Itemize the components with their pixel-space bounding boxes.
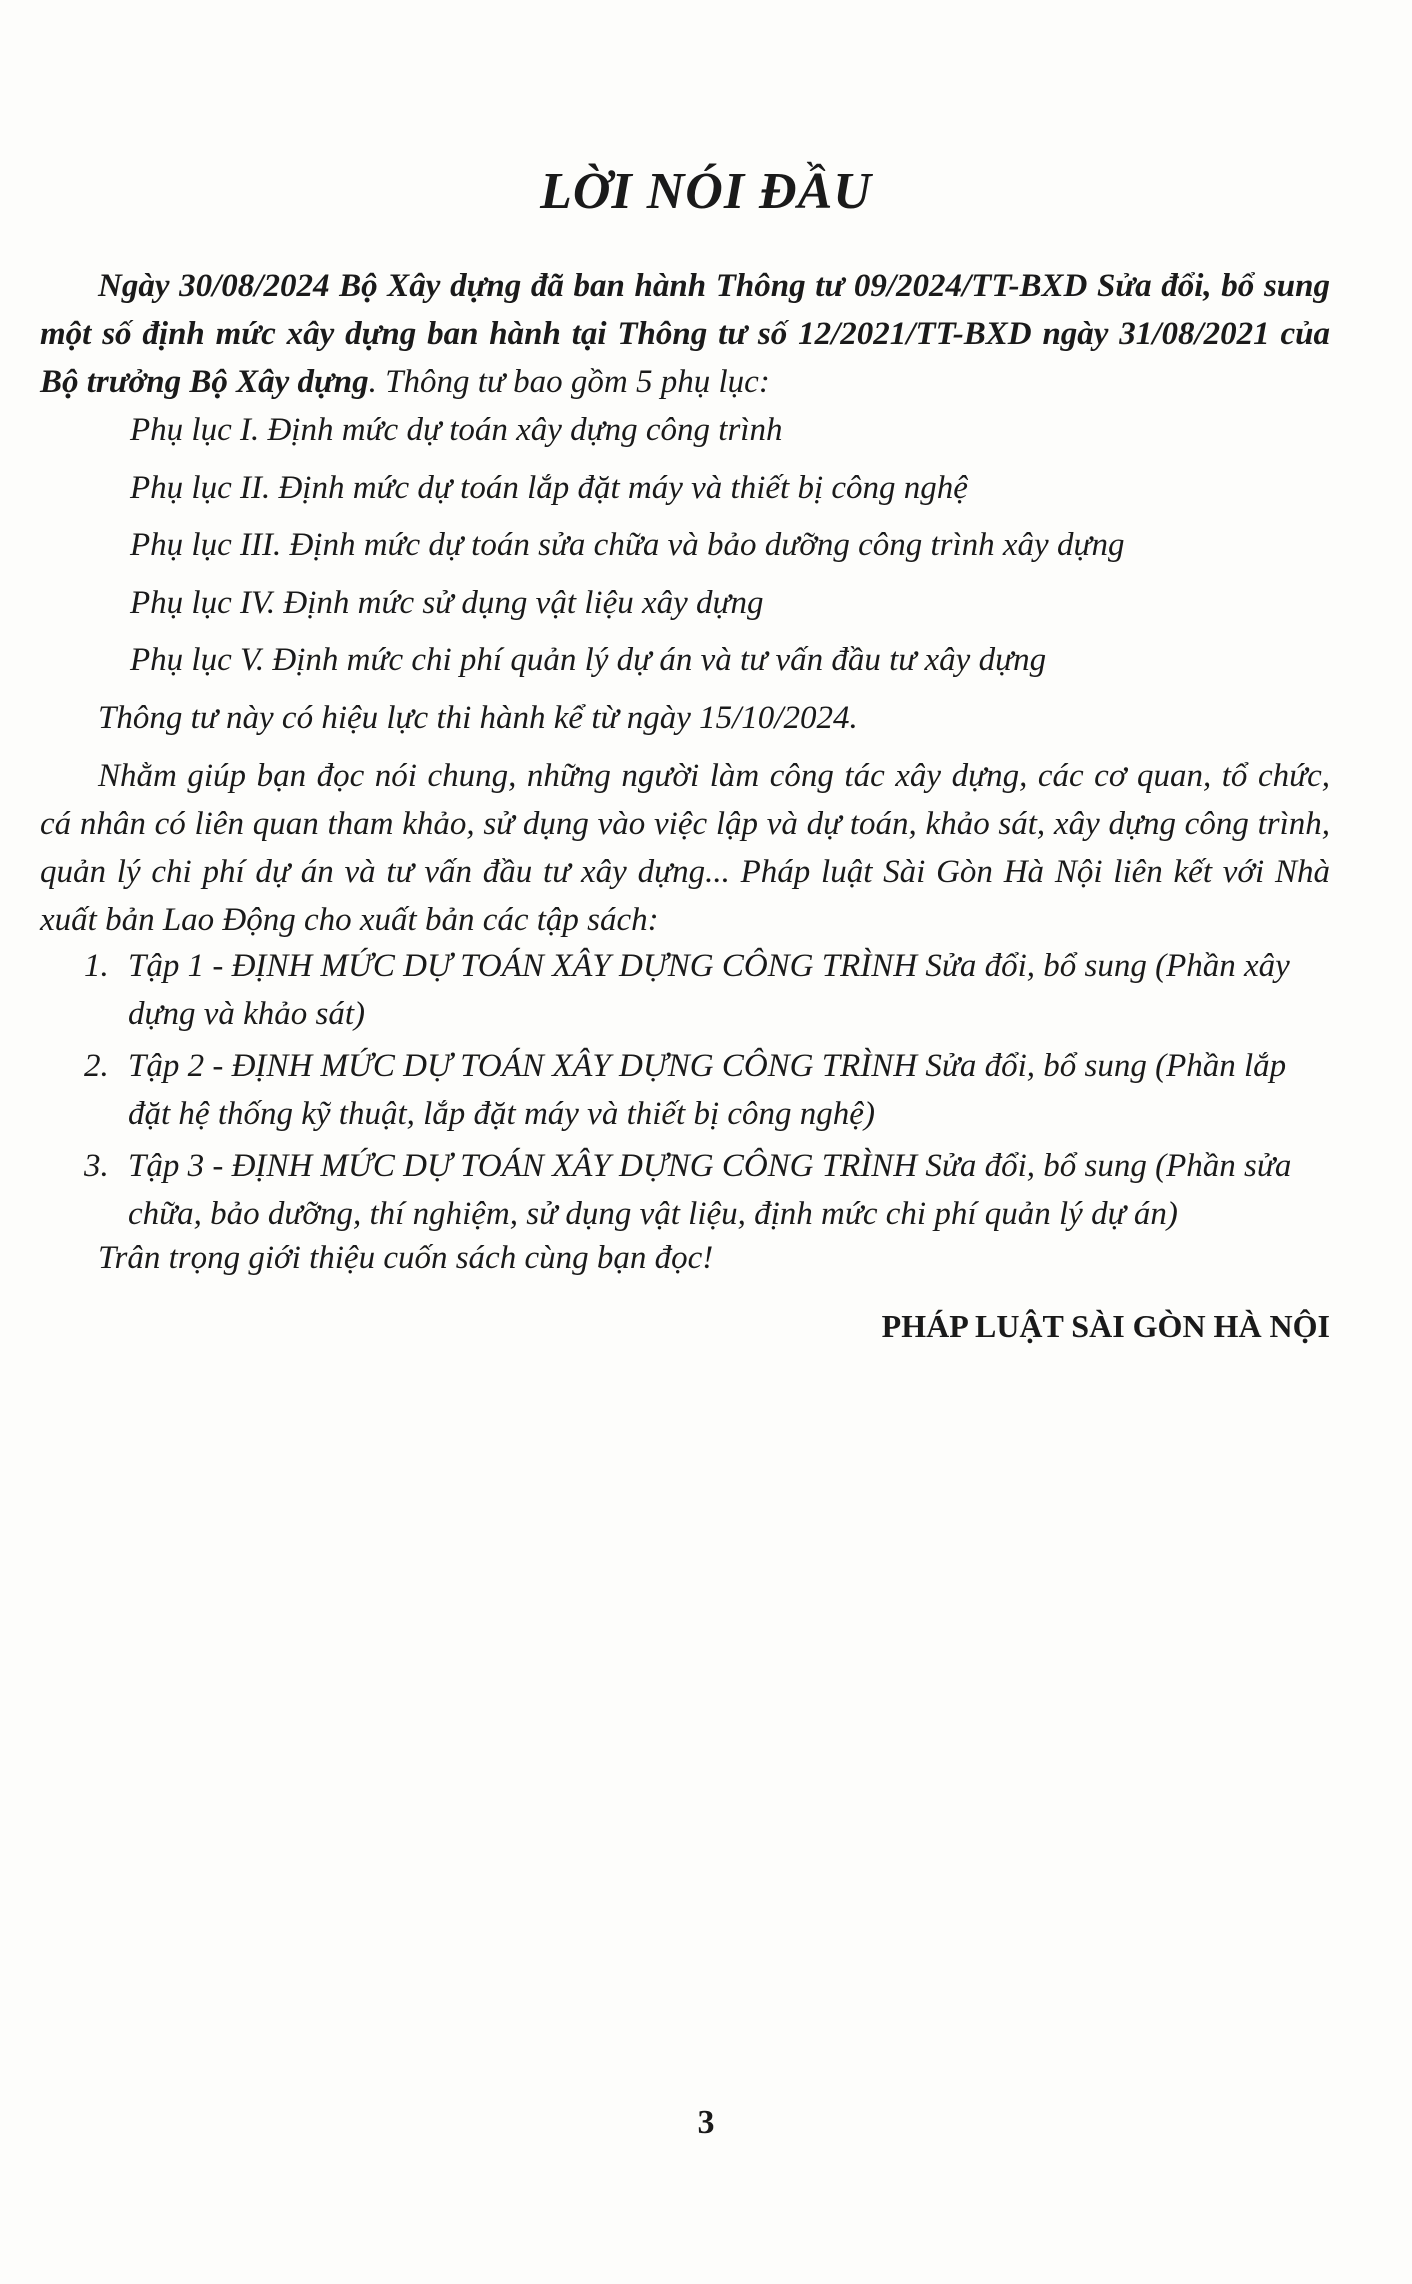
appendix-item: Phụ lục III. Định mức dự toán sửa chữa và bảo dưỡng công trình xây dựng xyxy=(130,527,1125,563)
purpose-paragraph: Nhằm giúp bạn đọc nói chung, những người làm công tác xây dựng, các cơ quan, tổ chức, cá nhân có liên quan tham khảo, sử dụng vào việc lập và dự toán, khảo sát, xây dựng công trình, quản lý chi phí dự án và tư vấn đầu tư xây dựng... Pháp luật Sài Gòn Hà Nội liên kết với Nhà xuất bản Lao Động cho xuất bản các tập sách: xyxy=(40,758,1330,938)
volume-item xyxy=(84,1042,1334,1138)
volume-item xyxy=(84,942,1334,1038)
intro-rest-text: . Thông tư bao gồm 5 phụ lục: xyxy=(368,364,770,400)
volume-item xyxy=(84,1142,1334,1238)
intro-bold-text: Ngày 30/08/2024 Bộ Xây dựng đã ban hành Thông tư 09/2024/TT-BXD Sửa đổi, bổ sung một số định mức xây dựng ban hành tại Thông tư số 12/2021/TT-BXD ngày 31/08/2021 của Bộ trưởng Bộ Xây dựng xyxy=(40,268,1330,400)
intro-paragraph xyxy=(40,262,1330,406)
page-title: LỜI NÓI ĐẦU xyxy=(540,163,872,220)
publisher-signature: PHÁP LUẬT SÀI GÒN HÀ NỘI xyxy=(881,1308,1330,1344)
appendix-item: Phụ lục V. Định mức chi phí quản lý dự án và tư vấn đầu tư xây dựng xyxy=(130,642,1047,678)
appendix-item: Phụ lục II. Định mức dự toán lắp đặt máy và thiết bị công nghệ xyxy=(130,470,968,506)
volume-number: 1. xyxy=(84,948,109,984)
closing-text: Trân trọng giới thiệu cuốn sách cùng bạn đọc! xyxy=(98,1240,714,1276)
volume-text: Tập 2 - ĐỊNH MỨC DỰ TOÁN XÂY DỰNG CÔNG TRÌNH Sửa đổi, bổ sung (Phần lắp đặt hệ thống kỹ thuật, lắp đặt máy và thiết bị công nghệ) xyxy=(128,1048,1287,1132)
page-number: 3 xyxy=(697,2104,715,2141)
effective-date-text: Thông tư này có hiệu lực thi hành kể từ ngày 15/10/2024. xyxy=(98,700,858,736)
volume-number: 3. xyxy=(84,1148,109,1184)
volume-number: 2. xyxy=(84,1048,109,1084)
volume-text: Tập 1 - ĐỊNH MỨC DỰ TOÁN XÂY DỰNG CÔNG TRÌNH Sửa đổi, bổ sung (Phần xây dựng và khảo sát) xyxy=(128,948,1290,1032)
appendix-item: Phụ lục IV. Định mức sử dụng vật liệu xây dựng xyxy=(130,585,764,621)
volume-text: Tập 3 - ĐỊNH MỨC DỰ TOÁN XÂY DỰNG CÔNG TRÌNH Sửa đổi, bổ sung (Phần sửa chữa, bảo dưỡng, thí nghiệm, sử dụng vật liệu, định mức chi phí quản lý dự án) xyxy=(128,1148,1292,1232)
appendix-item: Phụ lục I. Định mức dự toán xây dựng công trình xyxy=(130,412,783,448)
